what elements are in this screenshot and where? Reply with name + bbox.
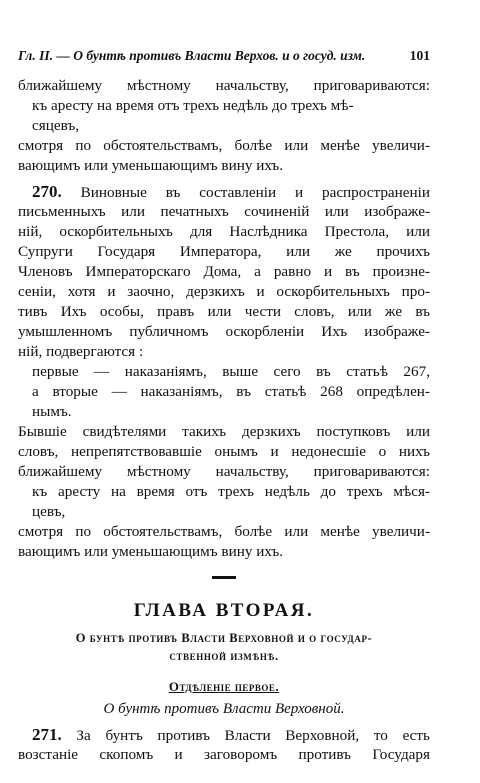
text-line: а вторые — наказаніямъ, въ статьѣ 268 опредѣлен- (32, 383, 430, 400)
article-271-first-line (18, 725, 430, 745)
text-line: Бывшіе свидѣтелями такихъ дерзкихъ поступковъ или (18, 423, 430, 440)
text-line: сеніи, хотя и заочно, дерзкихъ и оскорбительныхъ про- (18, 283, 430, 300)
running-title: Гл. II. — О бунтѣ противъ Власти Верхов. и о госуд. изм. (18, 48, 366, 63)
text-line: вающимъ или уменьшающимъ вину ихъ. (18, 157, 284, 174)
article-number: 270. (32, 182, 62, 201)
chapter-title: ГЛАВА ВТОРАЯ. (133, 600, 315, 621)
text-line: словъ, непрепятствовавшіе онымъ и недонесшіе о нихъ (18, 443, 430, 460)
chapter-subtitle-line-2: ственной измѣнѣ. (169, 649, 279, 663)
chapter-subtitle-line-1: О бунтѣ противъ Власти Верховной и о государ- (75, 631, 373, 645)
text-line: Супруги Государя Императора, или же прочихъ (18, 243, 430, 260)
text-line: возстаніе скопомъ и заговоромъ противъ Государя (18, 746, 430, 763)
text-line: вающимъ или уменьшающимъ вину ихъ. (18, 543, 284, 560)
section-divider (212, 576, 236, 579)
text-line: письменныхъ или печатныхъ сочиненій или изображе- (18, 203, 430, 220)
article-270-first-line (18, 182, 430, 202)
text-line: ній, оскорбительныхъ для Наслѣдника Престола, или (18, 223, 430, 240)
section-title: Отдѣленіе первое. (168, 679, 280, 694)
text-line: сяцевъ, (32, 117, 80, 134)
page-body (18, 76, 430, 765)
text-line: смотря по обстоятельствамъ, болѣе или менѣе увеличи- (18, 137, 430, 154)
text-line: смотря по обстоятельствамъ, болѣе или менѣе увеличи- (18, 523, 430, 540)
text-line: къ аресту на время отъ трехъ недѣль до трехъ мѣся- (32, 483, 430, 500)
section-subtitle: О бунтѣ противъ Власти Верховной. (103, 701, 345, 717)
text-line: тивъ Ихъ особы, правъ или чести словъ, или же въ (18, 303, 430, 320)
text-line: ближайшему мѣстному начальству, приговариваются: (18, 463, 430, 480)
text-line: Виновные въ составленіи и распространеніи (80, 184, 430, 201)
text-line: ній, подвергаются : (18, 343, 144, 360)
text-line: нымъ. (32, 403, 72, 420)
page-number: 101 (409, 48, 430, 63)
text-line: къ аресту на время отъ трехъ недѣль до трехъ мѣ- (32, 97, 354, 114)
text-line: умышленномъ публичномъ оскорбленіи Ихъ изображе- (18, 323, 430, 340)
article-number: 271. (32, 725, 62, 744)
text-line: ближайшему мѣстному начальству, приговариваются: (18, 77, 430, 94)
text-line: цевъ, (32, 503, 66, 520)
text-line: За бунтъ противъ Власти Верховной, то есть (76, 727, 430, 744)
text-line: первые — наказаніямъ, выше сего въ статьѣ 267, (32, 363, 430, 380)
text-line: Членовъ Императорскаго Дома, а равно и въ произне- (18, 263, 430, 280)
running-header (18, 48, 430, 64)
